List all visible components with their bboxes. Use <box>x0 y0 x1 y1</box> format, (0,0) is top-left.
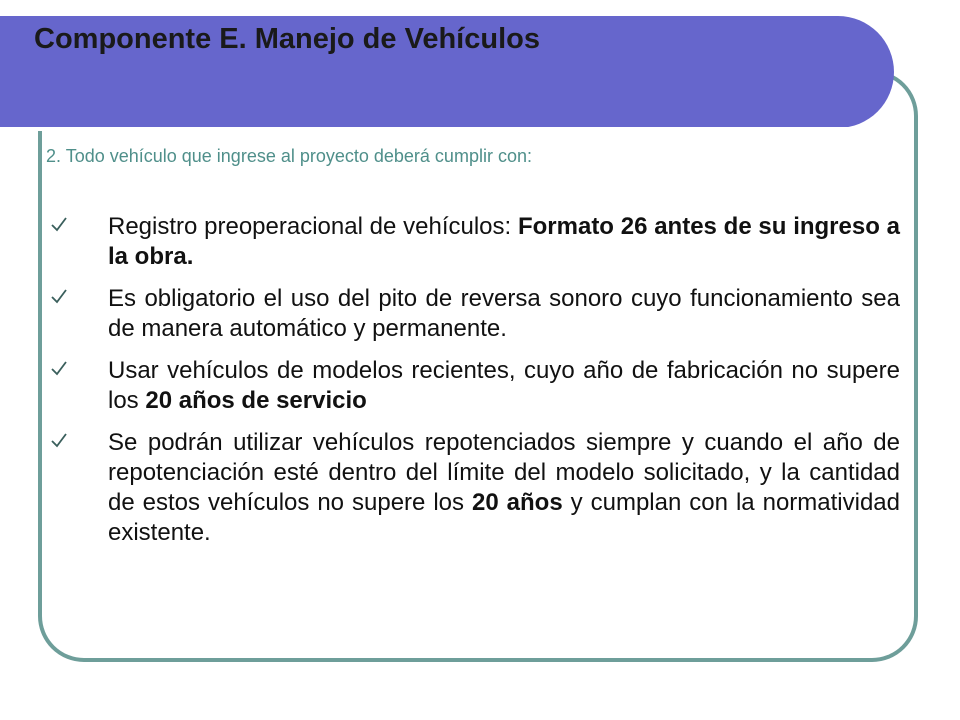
list-item <box>48 284 900 344</box>
list-item <box>48 428 900 548</box>
list-item-text-part: Registro preoperacional de vehículos: <box>108 213 518 240</box>
checkmark-icon <box>50 216 68 232</box>
list-item <box>48 356 900 416</box>
requirements-list <box>48 212 900 560</box>
header-divider <box>0 127 848 131</box>
slide-title: Componente E. Manejo de Vehículos <box>34 23 540 55</box>
list-item-text <box>108 428 900 548</box>
list-item-text-part: Se podrán utilizar vehículos repotenciados siempre y cuando el año de repotenciación esté dentro del límite del modelo solicitado, y la cantidad de estos vehículos no supere los <box>108 429 900 516</box>
list-item-text-part: Es obligatorio el uso del pito de reversa sonoro cuyo funcionamiento sea de manera automático y permanente. <box>108 285 900 342</box>
checkmark-icon <box>50 360 68 376</box>
list-item-bold-text: 20 años <box>472 489 563 516</box>
list-item-text <box>108 284 900 344</box>
list-item-text-part: Usar vehículos de modelos recientes, cuyo año de fabricación no supere los <box>108 357 900 414</box>
list-item-text <box>108 356 900 416</box>
list-item-bold-text: Formato 26 antes de su ingreso a la obra. <box>108 213 900 270</box>
list-item-bold-text: 20 años de servicio <box>145 387 367 414</box>
list-item <box>48 212 900 272</box>
checkmark-icon <box>50 432 68 448</box>
list-item-text <box>108 212 900 272</box>
checkmark-icon <box>50 288 68 304</box>
intro-text: 2. Todo vehículo que ingrese al proyecto deberá cumplir con: <box>46 146 532 166</box>
list-item-text-part: y cumplan con la normatividad existente. <box>108 489 900 546</box>
